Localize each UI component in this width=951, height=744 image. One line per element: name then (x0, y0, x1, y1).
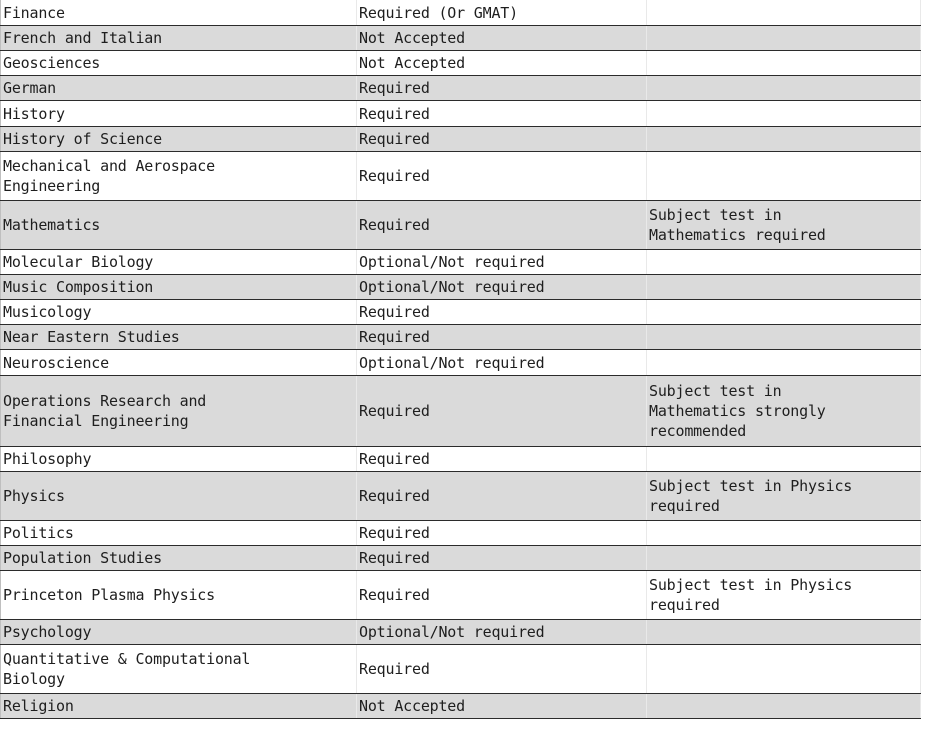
program-cell[interactable]: Princeton Plasma Physics (1, 571, 357, 620)
table-row (1, 571, 921, 620)
gre-requirement-cell[interactable]: Not Accepted (357, 26, 647, 51)
subject-test-note-cell[interactable] (647, 127, 921, 152)
subject-test-note-cell[interactable] (647, 76, 921, 101)
gre-requirement-cell[interactable]: Required (357, 571, 647, 620)
program-cell[interactable]: Psychology (1, 620, 357, 645)
program-cell[interactable]: Quantitative & Computational Biology (1, 645, 357, 694)
gre-requirement-cell[interactable]: Required (357, 472, 647, 521)
program-cell[interactable]: Operations Research and Financial Engineering (1, 376, 357, 447)
table-row (1, 472, 921, 521)
gre-requirement-cell[interactable]: Not Accepted (357, 694, 647, 719)
table-row (1, 521, 921, 546)
program-cell[interactable]: Population Studies (1, 546, 357, 571)
gre-requirement-cell[interactable]: Required (357, 201, 647, 250)
program-cell[interactable]: History of Science (1, 127, 357, 152)
subject-test-note-cell[interactable] (647, 51, 921, 76)
table-row (1, 201, 921, 250)
program-cell[interactable]: Physics (1, 472, 357, 521)
program-cell[interactable]: Neuroscience (1, 350, 357, 376)
program-cell[interactable]: Geosciences (1, 51, 357, 76)
subject-test-note-cell[interactable] (647, 275, 921, 300)
program-cell[interactable]: Molecular Biology (1, 250, 357, 275)
gre-requirement-cell[interactable]: Required (357, 300, 647, 325)
gre-requirement-cell[interactable]: Required (357, 76, 647, 101)
program-cell[interactable]: German (1, 76, 357, 101)
subject-test-note-cell[interactable] (647, 546, 921, 571)
table-body (1, 0, 921, 719)
table-row (1, 76, 921, 101)
table-row (1, 101, 921, 127)
gre-requirement-cell[interactable]: Required (357, 376, 647, 447)
table-row (1, 325, 921, 350)
table-row (1, 645, 921, 694)
gre-requirement-cell[interactable]: Optional/Not required (357, 620, 647, 645)
subject-test-note-cell[interactable] (647, 325, 921, 350)
table-row (1, 250, 921, 275)
table-row (1, 26, 921, 51)
gre-requirement-cell[interactable]: Required (357, 645, 647, 694)
subject-test-note-cell[interactable] (647, 620, 921, 645)
subject-test-note-cell[interactable]: Subject test in Physics required (647, 571, 921, 620)
table-row (1, 0, 921, 26)
program-cell[interactable]: Musicology (1, 300, 357, 325)
subject-test-note-cell[interactable] (647, 300, 921, 325)
subject-test-note-cell[interactable] (647, 101, 921, 127)
table-row (1, 350, 921, 376)
program-cell[interactable]: Politics (1, 521, 357, 546)
table-row (1, 275, 921, 300)
subject-test-note-cell[interactable]: Subject test in Mathematics strongly recommended (647, 376, 921, 447)
program-cell[interactable]: Music Composition (1, 275, 357, 300)
gre-requirement-cell[interactable]: Required (357, 152, 647, 201)
subject-test-note-cell[interactable] (647, 694, 921, 719)
gre-requirement-cell[interactable]: Required (357, 127, 647, 152)
gre-requirement-cell[interactable]: Required (357, 447, 647, 472)
table-row (1, 694, 921, 719)
program-cell[interactable]: Finance (1, 0, 357, 26)
program-cell[interactable]: Religion (1, 694, 357, 719)
gre-requirement-cell[interactable]: Optional/Not required (357, 350, 647, 376)
subject-test-note-cell[interactable] (647, 0, 921, 26)
gre-requirement-cell[interactable]: Optional/Not required (357, 275, 647, 300)
program-cell[interactable]: Near Eastern Studies (1, 325, 357, 350)
subject-test-note-cell[interactable]: Subject test in Mathematics required (647, 201, 921, 250)
table-row (1, 620, 921, 645)
subject-test-note-cell[interactable] (647, 152, 921, 201)
subject-test-note-cell[interactable] (647, 350, 921, 376)
table-row (1, 546, 921, 571)
program-cell[interactable]: Mathematics (1, 201, 357, 250)
table-row (1, 152, 921, 201)
subject-test-note-cell[interactable] (647, 521, 921, 546)
gre-requirement-cell[interactable]: Required (357, 101, 647, 127)
table-row (1, 127, 921, 152)
gre-requirement-cell[interactable]: Not Accepted (357, 51, 647, 76)
subject-test-note-cell[interactable] (647, 447, 921, 472)
program-cell[interactable]: Mechanical and Aerospace Engineering (1, 152, 357, 201)
subject-test-note-cell[interactable] (647, 645, 921, 694)
subject-test-note-cell[interactable] (647, 26, 921, 51)
gre-requirement-cell[interactable]: Required (357, 325, 647, 350)
table-row (1, 300, 921, 325)
gre-requirement-cell[interactable]: Required (357, 546, 647, 571)
program-cell[interactable]: Philosophy (1, 447, 357, 472)
subject-test-note-cell[interactable]: Subject test in Physics required (647, 472, 921, 521)
program-cell[interactable]: French and Italian (1, 26, 357, 51)
gre-requirement-cell[interactable]: Required (357, 521, 647, 546)
gre-requirement-cell[interactable]: Required (Or GMAT) (357, 0, 647, 26)
subject-test-note-cell[interactable] (647, 250, 921, 275)
program-cell[interactable]: History (1, 101, 357, 127)
table-row (1, 376, 921, 447)
table-row (1, 51, 921, 76)
table-row (1, 447, 921, 472)
gre-requirement-cell[interactable]: Optional/Not required (357, 250, 647, 275)
